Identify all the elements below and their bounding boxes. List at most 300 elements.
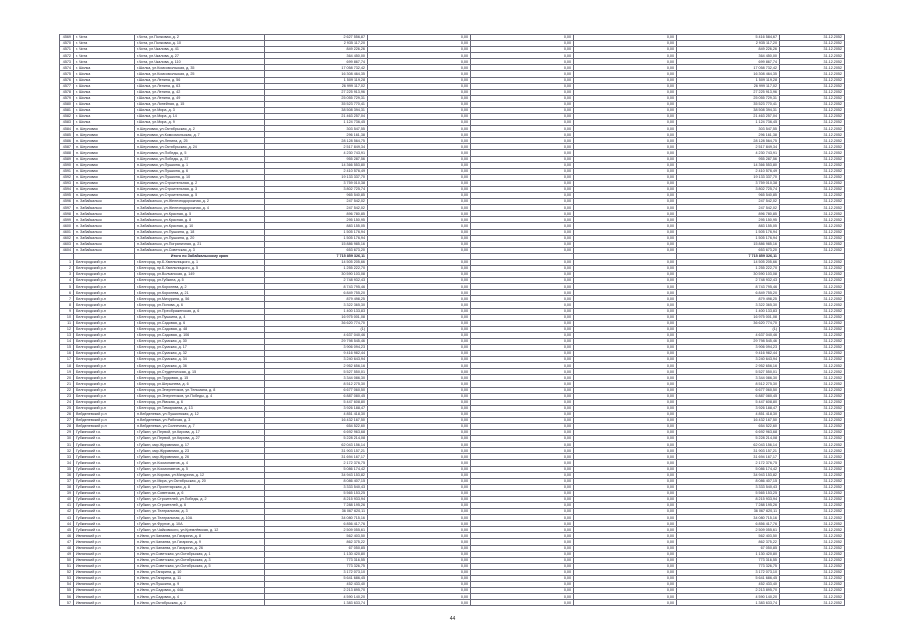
cell-c3: 0,00 (368, 411, 471, 417)
cell-total: 16 308 464,35 (677, 71, 780, 77)
cell-place: Белгородский р-н (74, 290, 135, 296)
cell-place: г. Шилка (74, 71, 135, 77)
cell-date: 31.12.2052 (780, 65, 845, 71)
cell-address: п.Ивня, ул.Чапаева, ул.Гагарина, д. 8 (135, 533, 265, 539)
cell-date: 31.12.2052 (780, 539, 845, 545)
cell-n: 5 (60, 284, 74, 290)
cell-date: 31.12.2052 (780, 381, 845, 387)
cell-address: п.Шерловая, ул.Строительная, д. 3 (135, 186, 265, 192)
cell-c3: 0,00 (368, 551, 471, 557)
cell-total: 654 522,60 (677, 424, 780, 430)
cell-c5: 0,00 (574, 126, 677, 132)
cell-c4: 0,00 (471, 259, 574, 265)
cell-date: 31.12.2052 (780, 551, 845, 557)
cell-total: 2 517 849,34 (677, 144, 780, 150)
cell-place: п. Забайкальск (74, 205, 135, 211)
cell-c4: 0,00 (471, 223, 574, 229)
cell-c4: 0,00 (471, 417, 574, 423)
cell-c5: 0,00 (574, 259, 677, 265)
cell-total: 5 527 550,01 (677, 369, 780, 375)
cell-cost: 35 523 770,41 (265, 101, 368, 107)
cell-cost: 4 637 040,46 (265, 332, 368, 338)
cell-address: г.Белгород, ул.Королева, д. 21 (135, 290, 265, 296)
cell-total: 862 375,22 (677, 539, 780, 545)
cell-address: г.Губкин, ул.Советская, д. 6 (135, 490, 265, 496)
cell-n: 33 (60, 454, 74, 460)
cell-c4: 0,00 (471, 168, 574, 174)
cell-c3: 0,00 (368, 381, 471, 387)
cell-c4: 0,00 (471, 53, 574, 59)
cell-c3: 0,00 (368, 296, 471, 302)
cell-place: Белгородский р-н (74, 314, 135, 320)
cell-n: 4 (60, 278, 74, 284)
cell-c5: 0,00 (574, 101, 677, 107)
cell-c3: 0,00 (368, 582, 471, 588)
cell-c4: 0,00 (471, 162, 574, 168)
cell-cost: 1 124 736,45 (265, 120, 368, 126)
cell-address: г.Белгород, ул.Сумская, д. 32 (135, 351, 265, 357)
cell-c3: 0,00 (368, 272, 471, 278)
cell-date: 31.12.2052 (780, 223, 845, 229)
cell-date: 31.12.2052 (780, 527, 845, 533)
cell-c4: 0,00 (471, 582, 574, 588)
cell-c4: 0,00 (471, 375, 574, 381)
cell-total: 31 903 157,21 (677, 448, 780, 454)
cell-address: п.Шерловая, ул.Строительная, д. 2 (135, 180, 265, 186)
cell-n: 18 (60, 363, 74, 369)
cell-cost: 879 498,25 (265, 296, 368, 302)
cell-date: 31.12.2052 (780, 211, 845, 217)
cell-place: г. Чита (74, 59, 135, 65)
cell-cost: 8 215 933,94 (265, 496, 368, 502)
cell-c4: 0,00 (471, 460, 574, 466)
cell-place: п. Шерловая (74, 168, 135, 174)
cell-n: 4587 (60, 144, 74, 150)
cell-c3: 0,00 (368, 496, 471, 502)
cell-total: 1 505 176,94 (677, 235, 780, 241)
cell-c3: 0,00 (368, 120, 471, 126)
cell-c3: 0,00 (368, 95, 471, 101)
cell-c4: 0,00 (471, 533, 574, 539)
cell-date: 31.12.2052 (780, 375, 845, 381)
cell-total: 699 867,74 (677, 59, 780, 65)
cell-date: 31.12.2052 (780, 575, 845, 581)
cell-address: п.Ивня, ул.Гагарина, д. 11 (135, 575, 265, 581)
cell-n: 34 (60, 460, 74, 466)
cell-date: 31.12.2052 (780, 582, 845, 588)
cell-date: 31.12.2052 (780, 509, 845, 515)
cell-c4: 0,00 (471, 344, 574, 350)
cell-n: 6 (60, 290, 74, 296)
cell-c5: 0,00 (574, 296, 677, 302)
cell-c3: 0,00 (368, 448, 471, 454)
cell-c4: 0,00 (471, 527, 574, 533)
cell-c5: 0,00 (574, 472, 677, 478)
cell-address: п.Шерловая, ул.Пушкина, д. 1 (135, 162, 265, 168)
cell-n: 55 (60, 588, 74, 594)
cell-date: 31.12.2052 (780, 174, 845, 180)
cell-n: 13 (60, 332, 74, 338)
cell-place: п. Шерловая (74, 162, 135, 168)
cell-n: 46 (60, 533, 74, 539)
cell-n: 4597 (60, 205, 74, 211)
cell-address: г.Белгород, ул.Тимирязева, д. 13 (135, 405, 265, 411)
cell-total: 25 055 729,31 (677, 95, 780, 101)
cell-address: г.Губкин, ул.Космонавтов, д. 5 (135, 466, 265, 472)
cell-c5: 0,00 (574, 393, 677, 399)
cell-c4: 0,00 (471, 205, 574, 211)
cell-address: п.Ивня, ул.Советская, ул.Октябрьская, д. 1 (135, 551, 265, 557)
cell-n: 4584 (60, 126, 74, 132)
cell-total: 14 505 205,66 (677, 259, 780, 265)
cell-cost: 38 508 394,31 (265, 107, 368, 113)
cell-c3: 0,00 (368, 71, 471, 77)
cell-total: 34 080 715,16 (677, 515, 780, 521)
cell-c5: 0,00 (574, 247, 677, 253)
cell-place: Белгородский р-н (74, 357, 135, 363)
cell-n: 26 (60, 411, 74, 417)
cell-place: п. Шерловая (74, 193, 135, 199)
cell-c3: 0,00 (368, 332, 471, 338)
cell-c3: 0,00 (368, 35, 471, 41)
cell-date: 31.12.2052 (780, 217, 845, 223)
cell-total: 2 410 576,49 (677, 168, 780, 174)
cell-place: п. Забайкальск (74, 199, 135, 205)
cell-n: 40 (60, 496, 74, 502)
cell-total: 29 798 545,46 (677, 338, 780, 344)
cell-place: Белгородский р-н (74, 381, 135, 387)
cell-cost: 1 505 176,94 (265, 229, 368, 235)
cell-c4: 0,00 (471, 594, 574, 600)
cell-c4: 0,00 (471, 496, 574, 502)
cell-c5: 0,00 (574, 417, 677, 423)
cell-c4: 0,00 (471, 95, 574, 101)
cell-address: п.Шерловая, ул.Пушкина, д. 6 (135, 168, 265, 174)
cell-address: г.Белгород, ул.Садовая, д. 48 (135, 326, 265, 332)
cell-c4: 0,00 (471, 430, 574, 436)
cell-place: г. Шилка (74, 107, 135, 113)
cell-n: 30 (60, 436, 74, 442)
cell-place: Вейделевский р-н (74, 417, 135, 423)
cell-address: г.Чита, ул.Чкалова, д. 41 (135, 47, 265, 53)
cell-n: 4577 (60, 83, 74, 89)
cell-c5: 0,00 (574, 284, 677, 290)
cell-total: 3 344 086,30 (677, 375, 780, 381)
cell-place: Ивнянский р-н (74, 545, 135, 551)
cell-place: Белгородский р-н (74, 369, 135, 375)
cell-date: 31.12.2052 (780, 168, 845, 174)
cell-n: 4578 (60, 89, 74, 95)
cell-date: 31.12.2052 (780, 302, 845, 308)
cell-c4: 0,00 (471, 393, 574, 399)
cell-n: 15 (60, 344, 74, 350)
cell-c4: 0,00 (471, 448, 574, 454)
cell-date: 31.12.2052 (780, 180, 845, 186)
cell-c5: 0,00 (574, 399, 677, 405)
cell-date: 31.12.2052 (780, 557, 845, 563)
cell-c5: 0,00 (574, 563, 677, 569)
cell-total: 1 124 736,45 (677, 120, 780, 126)
cell-c4: 0,00 (471, 83, 574, 89)
cell-c5: 0,00 (574, 338, 677, 344)
cell-cost: 2 410 576,49 (265, 168, 368, 174)
cell-date: 31.12.2052 (780, 150, 845, 156)
cell-address: п.Шерловая, ул.Октябрьская, д. 2 (135, 126, 265, 132)
cell-c4: 0,00 (471, 89, 574, 95)
cell-cost: 5 086 174,42 (265, 466, 368, 472)
cell-address: г.Шилка, ул.Комсомольская, д. 35 (135, 65, 265, 71)
cell-place: г. Шилка (74, 77, 135, 83)
cell-n: 4581 (60, 107, 74, 113)
cell-total: 26 999 117,02 (677, 83, 780, 89)
cell-date: 31.12.2052 (780, 35, 845, 41)
register-table (59, 34, 844, 606)
cell-address: п.Вейделевка, ул.Рабочая, д. 3 (135, 417, 265, 423)
cell-date: 31.12.2052 (780, 393, 845, 399)
cell-place: п. Шерловая (74, 126, 135, 132)
cell-cost: 773 326,75 (265, 563, 368, 569)
cell-cost: 2 517 849,34 (265, 144, 368, 150)
cell-date: 31.12.2052 (780, 120, 845, 126)
cell-place: Губкинский г.о. (74, 478, 135, 484)
cell-total: 3 333 540,43 (677, 484, 780, 490)
cell-place: п. Забайкальск (74, 217, 135, 223)
cell-date: 31.12.2052 (780, 436, 845, 442)
cell-address: п.Шерловая, ул.Победы, д. 37 (135, 156, 265, 162)
cell-c3: 0,00 (368, 168, 471, 174)
cell-n: 4600 (60, 223, 74, 229)
cell-date: 31.12.2052 (780, 399, 845, 405)
cell-place: г. Шилка (74, 95, 135, 101)
cell-n: 4574 (60, 65, 74, 71)
cell-c3: 0,00 (368, 235, 471, 241)
cell-cost: 2 627 556,87 (265, 35, 368, 41)
cell-total: 452 433,40 (677, 582, 780, 588)
cell-cost: 2 748 932,43 (265, 278, 368, 284)
cell-n: 37 (60, 478, 74, 484)
cell-place: п. Забайкальск (74, 223, 135, 229)
cell-c5: 0,00 (574, 351, 677, 357)
cell-address: п.Забайкальск, ул.Пушкина, д. 20 (135, 235, 265, 241)
cell-address: п.Ивня, ул.Советская, ул.Октябрьская, д. 3 (135, 557, 265, 563)
cell-place: Губкинский г.о. (74, 527, 135, 533)
cell-cost: 14 505 205,66 (265, 259, 368, 265)
cell-c5: 0,00 (574, 369, 677, 375)
cell-c5: 0,00 (574, 454, 677, 460)
cell-place: п. Забайкальск (74, 229, 135, 235)
cell-cost: 15 886 985,16 (265, 241, 368, 247)
cell-total: 773 326,75 (677, 563, 780, 569)
cell-c5: 0,00 (574, 460, 677, 466)
cell-c3: 0,00 (368, 533, 471, 539)
cell-place: п. Шерловая (74, 186, 135, 192)
cell-address: п.Шерловая, ул.Строительная, д. 5 (135, 193, 265, 199)
cell-cost: 27 225 913,96 (265, 89, 368, 95)
cell-cost: 16 975 001,08 (265, 314, 368, 320)
cell-total: 653 673,20 (677, 247, 780, 253)
cell-n: 9 (60, 308, 74, 314)
cell-total: 8 512 275,30 (677, 381, 780, 387)
cell-c5: 0,00 (574, 156, 677, 162)
cell-n: 4598 (60, 211, 74, 217)
cell-n: 14 (60, 338, 74, 344)
cell-n: 4591 (60, 168, 74, 174)
cell-place: Губкинский г.о. (74, 515, 135, 521)
cell-date: 31.12.2052 (780, 71, 845, 77)
cell-date: 31.12.2052 (780, 229, 845, 235)
cell-c4: 0,00 (471, 235, 574, 241)
cell-cost: 862 375,22 (265, 539, 368, 545)
cell-place: Губкинский г.о. (74, 509, 135, 515)
cell-address: п.Забайкальск, ул.Советская, д. 3 (135, 247, 265, 253)
cell-address: п.Забайкальск, ул.Железнодорожная, д. 4 (135, 205, 265, 211)
cell-date: 31.12.2052 (780, 357, 845, 363)
cell-n: 22 (60, 387, 74, 393)
cell-address: п.Шерловая, ул.Ленина, д. 25 (135, 138, 265, 144)
cell-c5: 0,00 (574, 363, 677, 369)
cell-total: 2 952 656,16 (677, 363, 780, 369)
cell-cost: 303 547,55 (265, 126, 368, 132)
cell-c4: 0,00 (471, 563, 574, 569)
cell-address: г.Шилка, ул.Мира, д. 3 (135, 107, 265, 113)
cell-address: г.Шилка, ул.Ленина, д. 49 (135, 95, 265, 101)
cell-place: Губкинский г.о. (74, 448, 135, 454)
cell-total: 6 887 080,45 (677, 393, 780, 399)
cell-total: 849 226,26 (677, 47, 780, 53)
cell-n: 4569 (60, 35, 74, 41)
cell-cost: 1 400 133,83 (265, 308, 368, 314)
cell-address: г.Губкин, ул.Первой, ул.Кирова, д. 27 (135, 436, 265, 442)
cell-address: г.Белгород, ул.Губкина, д. 5 (135, 278, 265, 284)
cell-total: 773 316,55 (677, 557, 780, 563)
cell-address: г.Губкин, ул.Кирова, ул.Мичурина, д. 12 (135, 472, 265, 478)
cell-cost: 2 213 895,70 (265, 588, 368, 594)
cell-total: 6 856 417,76 (677, 521, 780, 527)
cell-c3: 0,00 (368, 217, 471, 223)
cell-date: 31.12.2052 (780, 278, 845, 284)
cell-place: п. Шерловая (74, 144, 135, 150)
cell-n: 32 (60, 448, 74, 454)
cell-place: Губкинский г.о. (74, 454, 135, 460)
cell-c5: 0,00 (574, 344, 677, 350)
cell-n: 4604 (60, 247, 74, 253)
cell-cost: 5 565 153,25 (265, 490, 368, 496)
cell-c3: 0,00 (368, 278, 471, 284)
cell-c3: 0,00 (368, 199, 471, 205)
cell-cost: 8 086 407,15 (265, 478, 368, 484)
cell-n: 31 (60, 442, 74, 448)
cell-c4: 0,00 (471, 217, 574, 223)
cell-total: 2 748 932,43 (677, 278, 780, 284)
cell-c3: 0,00 (368, 563, 471, 569)
cell-cost: 247 542,02 (265, 199, 368, 205)
cell-address: п.Ивня, ул.Садовая, д. 44А (135, 588, 265, 594)
cell-place: Ивнянский р-н (74, 575, 135, 581)
cell-n: 51 (60, 563, 74, 569)
cell-c4: 0,00 (471, 551, 574, 557)
cell-n: 1 (60, 259, 74, 265)
cell-c5: 0,00 (574, 557, 677, 563)
cell-n: 45 (60, 527, 74, 533)
cell-place: Ивнянский р-н (74, 588, 135, 594)
cell-address: п.Ивня, ул.Садовая, д. 4 (135, 594, 265, 600)
cell-date: 31.12.2052 (780, 521, 845, 527)
cell-date: 31.12.2052 (780, 47, 845, 53)
cell-place: г. Шилка (74, 89, 135, 95)
cell-date: 31.12.2052 (780, 53, 845, 59)
cell-c5: 0,00 (574, 65, 677, 71)
cell-place: п. Забайкальск (74, 241, 135, 247)
cell-c3: 0,00 (368, 132, 471, 138)
cell-n: 24 (60, 399, 74, 405)
cell-total: 36 620 774,70 (677, 320, 780, 326)
cell-c4: 0,00 (471, 174, 574, 180)
cell-c5: 0,00 (574, 217, 677, 223)
cell-place: г. Чита (74, 53, 135, 59)
cell-c4: 0,00 (471, 47, 574, 53)
cell-c5: 0,00 (574, 308, 677, 314)
cell-c4: 0,00 (471, 600, 574, 606)
cell-cost: 1 505 176,94 (265, 235, 368, 241)
cell-place: Белгородский р-н (74, 272, 135, 278)
cell-n: 12 (60, 326, 74, 332)
cell-total: 3 802 725,74 (677, 186, 780, 192)
page-number: 44 (449, 616, 456, 622)
cell-place: Ивнянский р-н (74, 600, 135, 606)
cell-address: г.Чита, ул.Полковая, д. 10 (135, 41, 265, 47)
cell-address: г.Чита, ул.Чкалова, д. 110 (135, 59, 265, 65)
cell-n: 47 (60, 539, 74, 545)
cell-place: Губкинский г.о. (74, 430, 135, 436)
cell-c5: 0,00 (574, 193, 677, 199)
cell-date: 31.12.2052 (780, 448, 845, 454)
cell-c3: 0,00 (368, 417, 471, 423)
cell-date: 31.12.2052 (780, 515, 845, 521)
cell-address: г.Белгород, ул.Пушкина, д. 4 (135, 314, 265, 320)
cell-c3: 0,00 (368, 144, 471, 150)
cell-c4: 0,00 (471, 180, 574, 186)
cell-date: 31.12.2052 (780, 241, 845, 247)
cell-c5: 0,00 (574, 527, 677, 533)
cell-c5: 0,00 (574, 332, 677, 338)
cell-n: 4582 (60, 114, 74, 120)
cell-address: г.Губкин, ул.Фрунзе, д. 10А (135, 521, 265, 527)
cell-c5: 0,00 (574, 509, 677, 515)
cell-n: 4583 (60, 120, 74, 126)
cell-address: г.Губкин, ул.Строителей, ул.Победы, д. 2 (135, 496, 265, 502)
cell-c3: 0,00 (368, 308, 471, 314)
cell-cost: 1 130 420,80 (265, 551, 368, 557)
cell-total: 5 416 584,67 (677, 35, 780, 41)
cell-c5: 0,00 (574, 381, 677, 387)
cell-place: Белгородский р-н (74, 308, 135, 314)
cell-address: п.Шерловая, ул.Пушкина, д. 10 (135, 174, 265, 180)
cell-c4: 0,00 (471, 156, 574, 162)
cell-c5: 0,00 (574, 515, 677, 521)
cell-c4: 0,00 (471, 478, 574, 484)
cell-place: г. Шилка (74, 120, 135, 126)
cell-cost: 21 463 257,04 (265, 114, 368, 120)
cell-c4: 0,00 (471, 484, 574, 490)
cell-total: 30 590 103,08 (677, 272, 780, 278)
cell-date: 31.12.2052 (780, 326, 845, 332)
cell-total: 2 172 376,75 (677, 460, 780, 466)
cell-date: 31.12.2052 (780, 95, 845, 101)
cell-c4: 0,00 (471, 308, 574, 314)
cell-c3: 0,00 (368, 575, 471, 581)
cell-n: 10 (60, 314, 74, 320)
cell-cost: 654 522,60 (265, 424, 368, 430)
